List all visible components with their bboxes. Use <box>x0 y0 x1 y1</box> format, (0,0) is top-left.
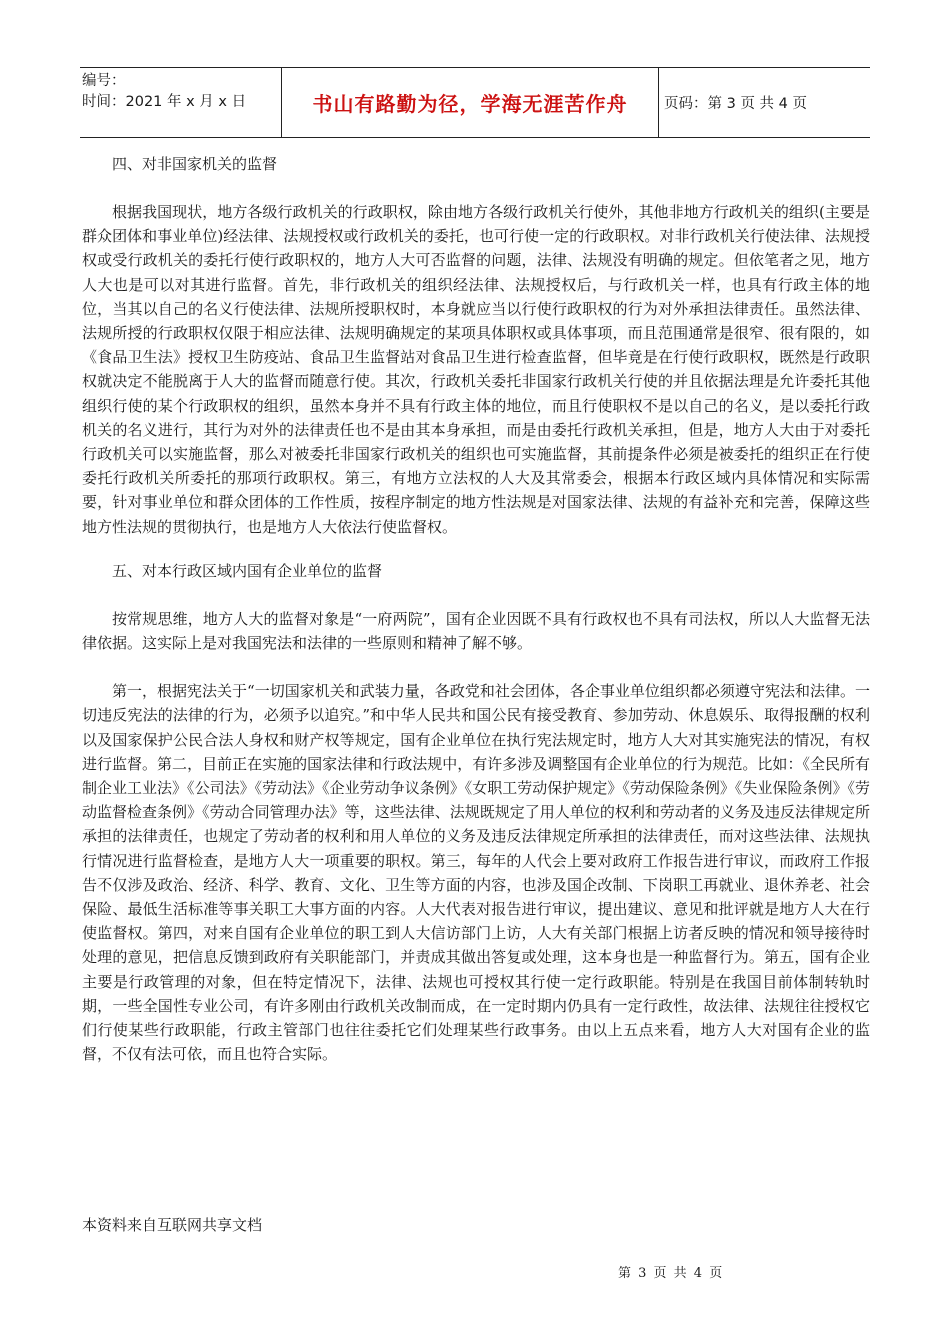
document-number: 编号： <box>82 73 126 89</box>
header-motto: 书山有路勤为径，学海无涯苦作舟 <box>282 68 659 137</box>
source-note: 本资料来自互联网共享文档 <box>82 1216 263 1234</box>
paragraph: 按常规思维，地方人大的监督对象是“一府两院”，国有企业因既不具有行政权也不具有司法权，所以人大监督无法律依据。这实际上是对我国宪法和法律的一些原则和精神了解不够。 <box>82 609 870 653</box>
section-heading: 五、对本行政区域内国有企业单位的监督 <box>112 561 383 580</box>
paragraph: 第一，根据宪法关于“一切国家机关和武装力量，各政党和社会团体，各企事业单位组织都必须遵守宪法和法律。一切违反宪法的法律的行为，必须予以追究。”和中华人民共和国公民有接受教育、参加劳动、休息娱乐、取得报酬的权利以及国家保护公民合法人身权和财产权等规定，国有企业单位在执行宪法规定时，地方人大对其实施宪法的情况，有权进行监督。第二，目前正在实施的国家法律和行政法规中，有许多涉及调整国有企业单位的行为规范。比如：《全民所有制企业工业法》《公司法》《劳动法》《企业劳动争议条例》《女职工劳动保护规定》《劳动保险条例》《失业保险条例》《劳动监督检查条例》《劳动合同管理办法》等，这些法律、法规既规定了用人单位的权利和劳动者的义务及违反法律规定所承担的法律责任，也规定了劳动者的权利和用人单位的义务及违反法律规定所承担的法律责任，而对这些法律、法规执行情况进行监督检查，是地方人大一项重要的职权。第三，每年的人代会上要对政府工作报告进行审议，而政府工作报告不仅涉及政治、经济、科学、教育、文化、卫生等方面的内容，也涉及国企改制、下岗职工再就业、退休养老、社会保险、最低生活标准等事关职工大事方面的内容。人大代表对报告进行审议，提出建议、意见和批评就是地方人大在行使监督权。第四，对来自国有企业单位的职工到人大信访部门上访，人大有关部门根据上访者反映的情况和领导接待时处理的意见，把信息反馈到政府有关职能部门，并责成其做出答复或处理，这本身也是一种监督行为。第五，国有企业主要是行政管理的对象，但在特定情况下，法律、法规也可授权其行使一定行政职能。特别是在我国目前体制转轨时期，一些全国性专业公司，有许多刚由行政机关改制而成，在一定时期内仍具有一定行政性，故法律、法规往往授权它们行使某些行政职能，行政主管部门也往往委托它们处理某些行政事务。由以上五点来看，地方人大对国有企业的监督，不仅有法可依，而且也符合实际。 <box>82 682 870 1064</box>
header-page-info: 页码：第 3 页 共 4 页 <box>664 96 807 112</box>
header-meta <box>80 68 282 137</box>
document-body <box>82 152 870 1067</box>
paragraph: 根据我国现状，地方各级行政机关的行政职权，除由地方各级行政机关行使外，其他非地方行政机关的组织(主要是群众团体和事业单位)经法律、法规授权或行政机关的委托，也可行使一定的行政职权。对非行政机关行使法律、法规授权或受行政机关的委托行使行政职权的，地方人大可否监督的问题，法律、法规没有明确的规定。但依笔者之见，地方人大也是可以对其进行监督。首先，非行政机关的组织经法律、法规授权后，与行政机关一样，也具有行政主体的地位，当其以自己的名义行使法律、法规所授职权时，本身就应当以行使行政职权的行为对外承担法律责任。虽然法律、法规所授的行政职权仅限于相应法律、法规明确规定的某项具体职权或具体事项，而且范围通常是很窄、很有限的，如《食品卫生法》授权卫生防疫站、食品卫生监督站对食品卫生进行检查监督，但毕竟是在行使行政职权，既然是行政职权就决定不能脱离于人大的监督而随意行使。其次，行政机关委托非国家行政机关行使的并且依据法理是允许委托其他组织行使的某个行政职权的组织，虽然本身并不具有行政主体的地位，而且行使职权不是以自己的名义，是以委托行政机关的名义进行，其行为对外的法律责任也不是由其本身承担，而是由委托行政机关承担，但是，地方人大由于对委托行政机关可以实施监督，那么对被委托非国家行政机关的组织也可实施监督，其前提条件必须是被委托的组织正在行使委托行政机关所委托的那项行政职权。第三，有地方立法权的人大及其常委会，根据本行政区域内具体情况和实际需要，针对事业单位和群众团体的工作性质，按程序制定的地方性法规是对国家法律、法规的有益补充和完善，保障这些地方性法规的贯彻执行，也是地方人大依法行使监督权。 <box>82 203 870 536</box>
page-number: 第 3 页 共 4 页 <box>618 1266 723 1281</box>
page-header <box>80 67 870 138</box>
section-heading: 四、对非国家机关的监督 <box>112 155 278 173</box>
document-date: 时间：2021 年 x 月 x 日 <box>82 94 247 110</box>
